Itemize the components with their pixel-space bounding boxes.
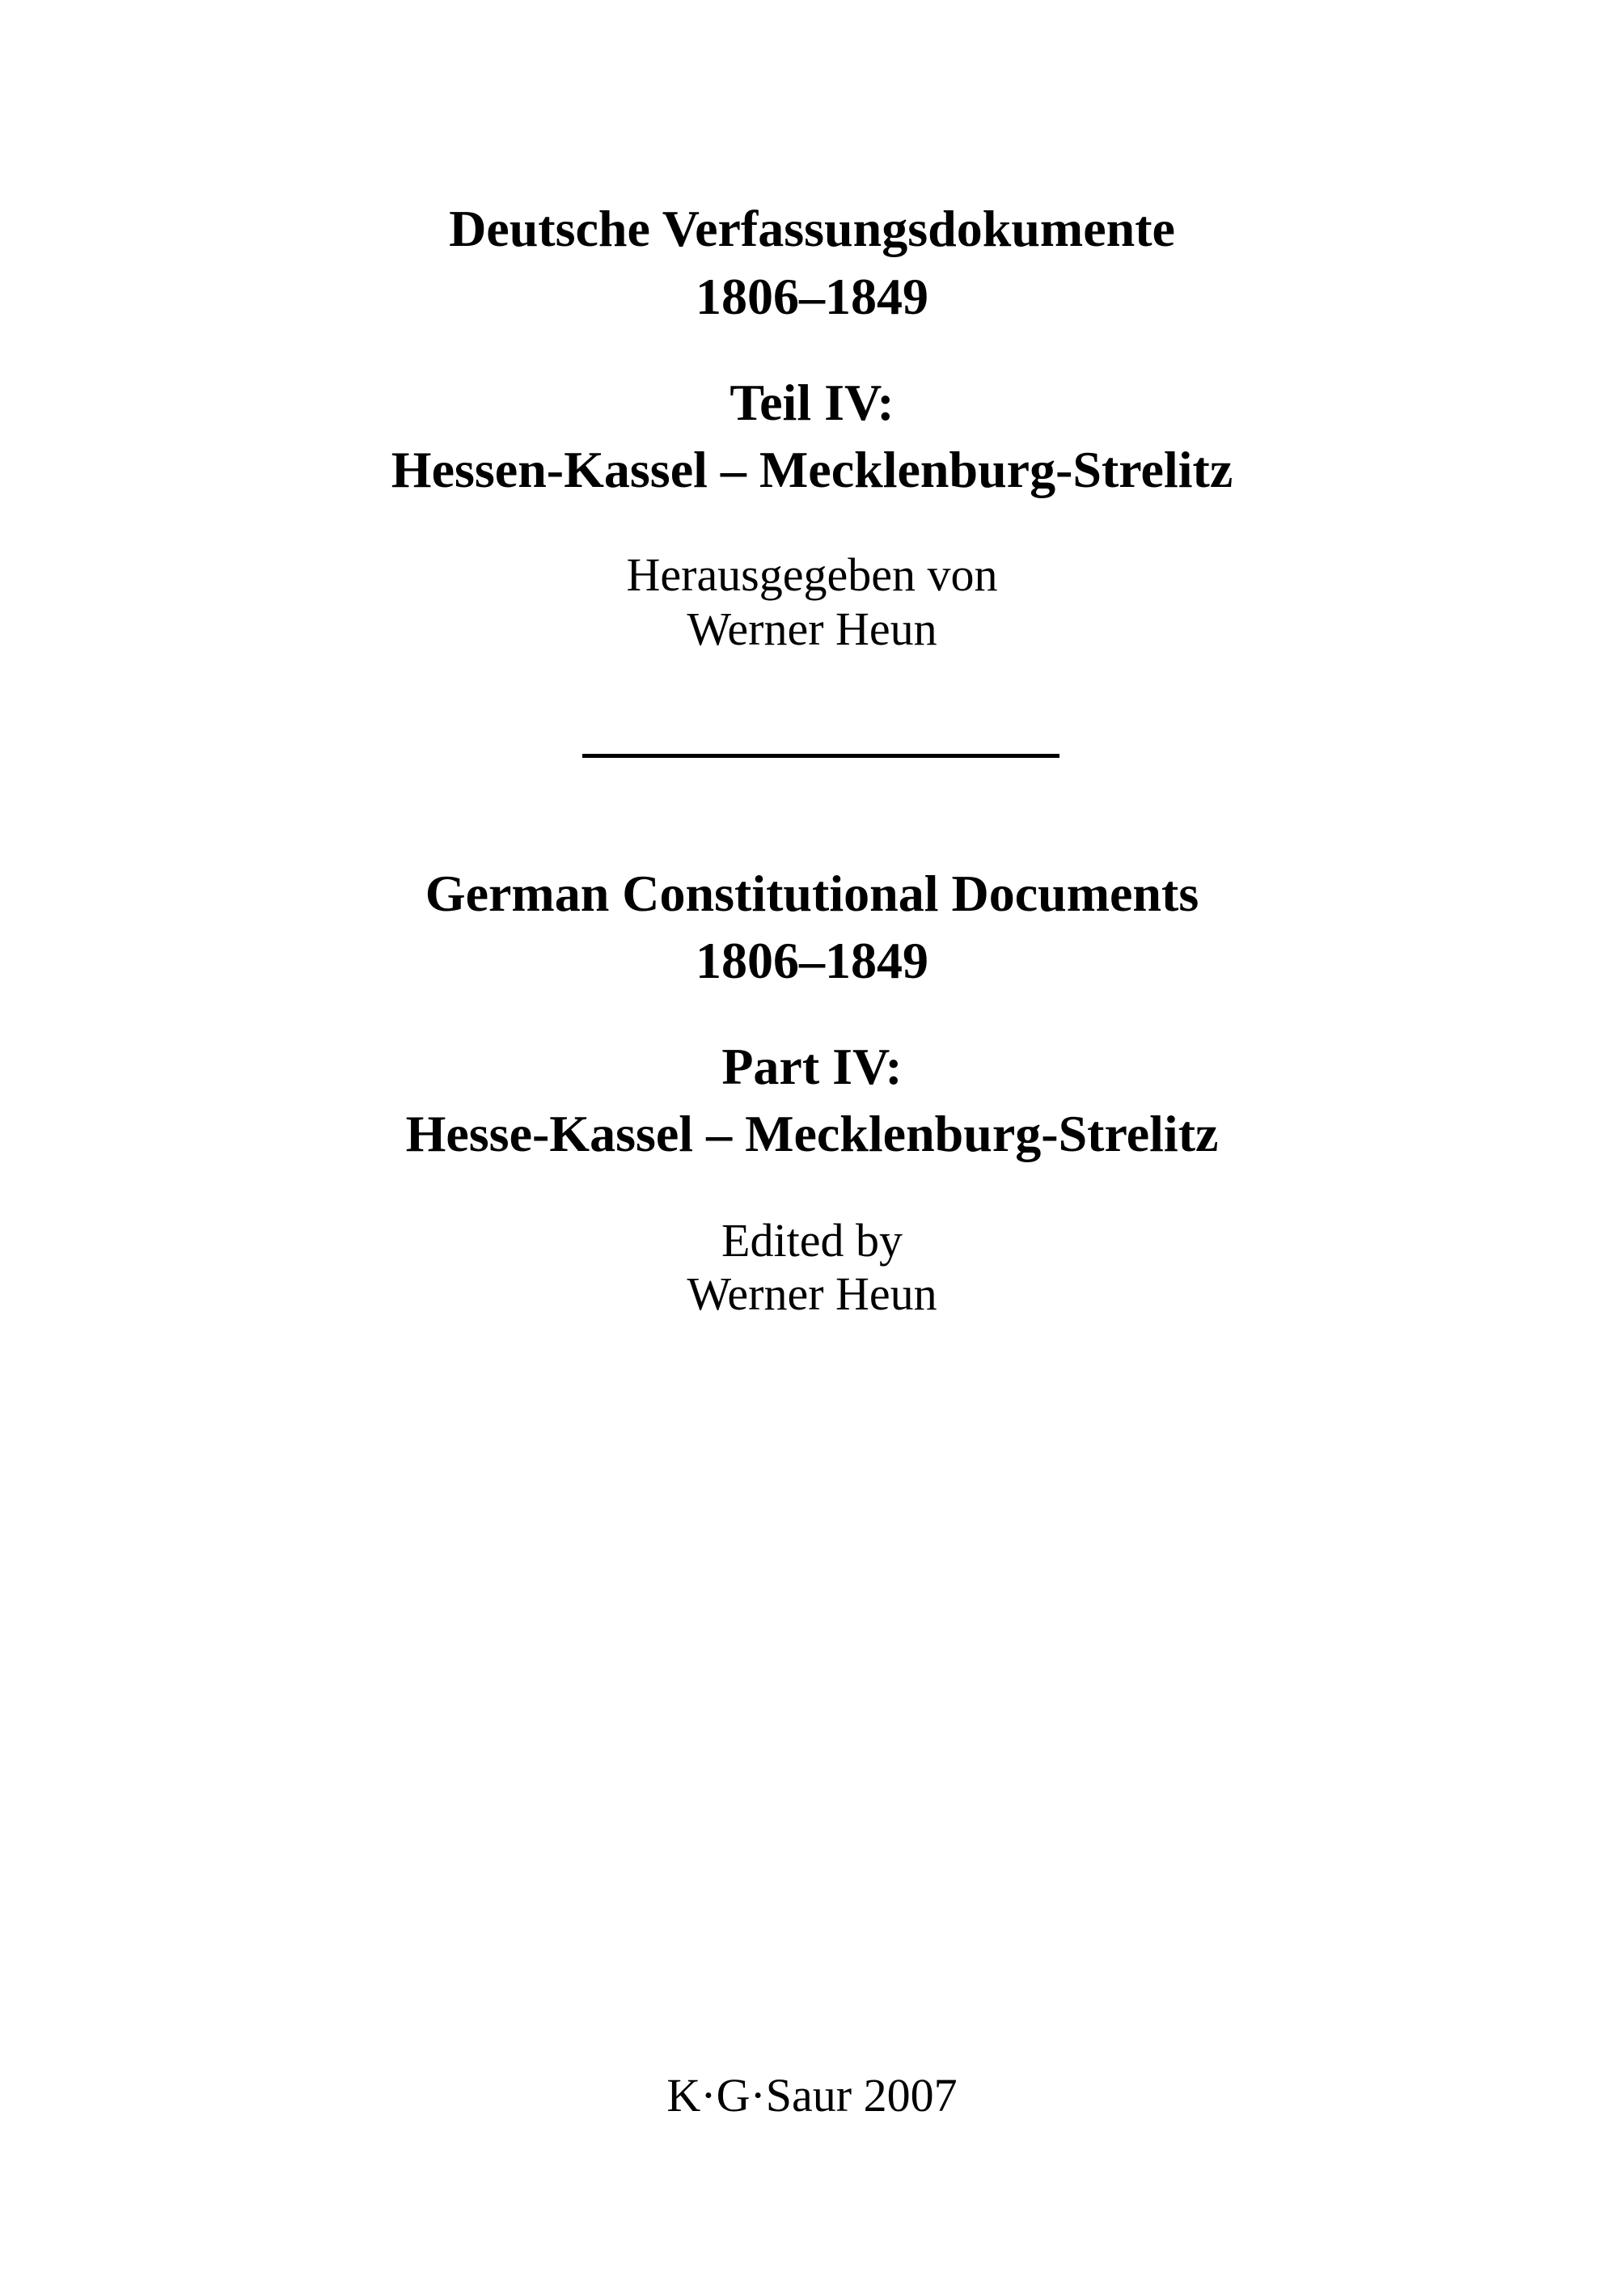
english-editor-name: Werner Heun <box>687 1267 937 1320</box>
english-title: German Constitutional Documents <box>425 865 1199 922</box>
english-subtitle: Hesse-Kassel – Mecklenburg-Strelitz <box>405 1105 1219 1162</box>
german-part: Teil IV: <box>730 374 894 431</box>
english-editor-label: Edited by <box>721 1214 903 1267</box>
publisher-imprint: K·G·Saur 2007 <box>666 2069 958 2122</box>
german-title: Deutsche Verfassungsdokumente <box>449 200 1175 257</box>
german-subtitle: Hessen-Kassel – Mecklenburg-Strelitz <box>391 441 1233 498</box>
german-editor-label: Herausgegeben von <box>626 548 998 601</box>
divider-rule <box>582 754 1059 758</box>
english-part: Part IV: <box>721 1038 903 1095</box>
english-years: 1806–1849 <box>696 932 928 989</box>
german-editor-name: Werner Heun <box>687 603 937 655</box>
german-years: 1806–1849 <box>696 268 928 325</box>
